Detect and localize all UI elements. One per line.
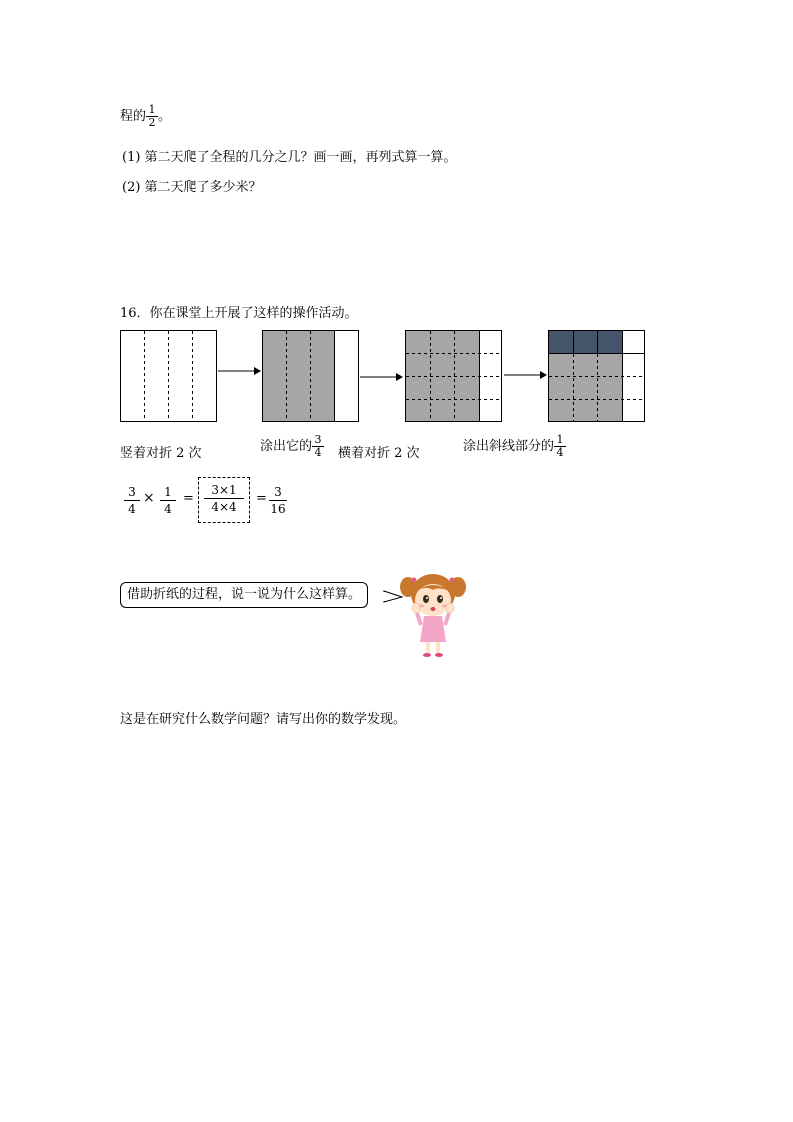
equation-boxed-fraction <box>204 482 244 515</box>
eq-box-den: 4×4 <box>211 500 237 514</box>
arrow-3 <box>504 369 548 381</box>
arrow-1 <box>218 365 262 377</box>
caption-4-den: 4 <box>556 446 564 459</box>
question-2: (2) 第二天爬了多少米？ <box>122 180 262 195</box>
equation-result-fraction <box>269 484 287 517</box>
caption-2-num: 3 <box>314 433 322 446</box>
caption-4-num: 1 <box>556 433 564 446</box>
fold-diagram-2 <box>262 330 359 422</box>
caption-shade-one-quarter <box>463 434 566 459</box>
eq-f1-num: 3 <box>128 485 136 499</box>
caption-shade-three-quarters <box>260 434 324 459</box>
intro-line <box>120 104 171 129</box>
eq-result-den: 16 <box>270 502 286 516</box>
intro-frac-den: 2 <box>148 116 156 129</box>
arrow-2 <box>360 371 404 383</box>
caption-2-prefix: 涂出它的 <box>260 439 313 454</box>
eq-result-num: 3 <box>274 485 282 499</box>
fold-diagram-4 <box>548 330 645 422</box>
intro-prefix: 程的 <box>120 109 147 124</box>
equals-sign-2: = <box>256 491 267 506</box>
fold-diagram-1 <box>120 330 217 422</box>
equation-fraction-1 <box>124 484 140 517</box>
intro-frac-num: 1 <box>148 103 156 116</box>
caption-4-fraction <box>555 434 565 459</box>
problem-16-title: 16．你在课堂上开展了这样的操作活动。 <box>120 306 358 321</box>
caption-2-den: 4 <box>314 446 322 459</box>
fold-diagram-3 <box>405 330 502 422</box>
equals-sign-1: = <box>183 491 194 506</box>
caption-fold-vertical: 竖着对折 2 次 <box>120 446 202 461</box>
caption-4-prefix: 涂出斜线部分的 <box>463 439 555 454</box>
caption-2-fraction <box>313 434 323 459</box>
question-1: (1) 第二天爬了全程的几分之几？画一画，再列式算一算。 <box>122 150 457 165</box>
speech-bubble: 借助折纸的过程，说一说为什么这样算。 <box>120 582 368 608</box>
girl-illustration <box>400 570 466 658</box>
equation-fraction-2 <box>160 484 176 517</box>
eq-box-num: 3×1 <box>211 483 237 497</box>
times-sign: × <box>143 490 155 506</box>
eq-f1-den: 4 <box>128 502 136 516</box>
intro-fraction <box>147 104 157 129</box>
intro-suffix: 。 <box>158 109 172 124</box>
eq-f2-den: 4 <box>164 502 172 516</box>
eq-f2-num: 1 <box>164 485 172 499</box>
caption-fold-horizontal: 横着对折 2 次 <box>338 446 420 461</box>
problem-16-question: 这是在研究什么数学问题？请写出你的数学发现。 <box>120 712 407 727</box>
